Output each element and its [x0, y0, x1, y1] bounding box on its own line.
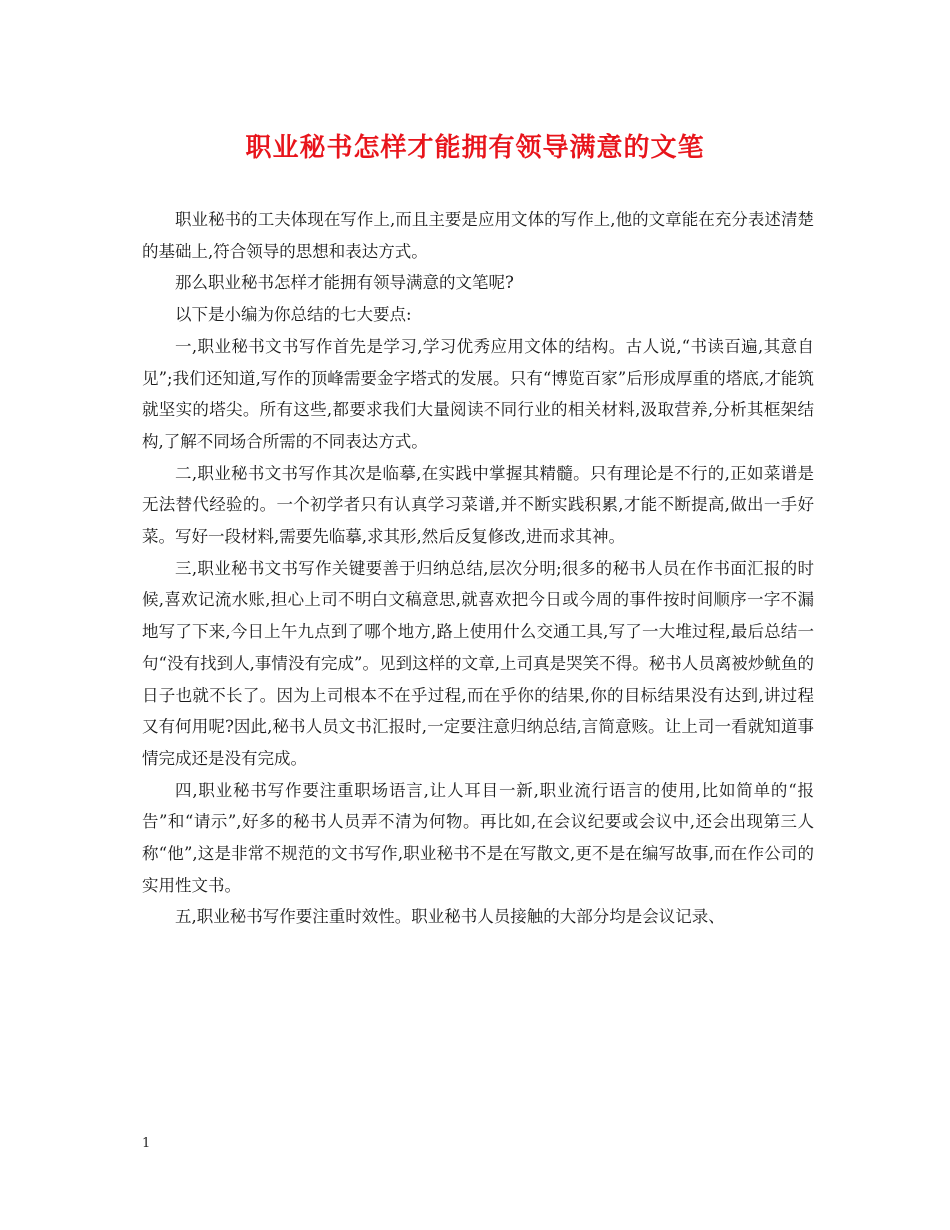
page-number: 1: [142, 1136, 151, 1151]
paragraph-point-2: 二,职业秘书文书写作其次是临摹,在实践中掌握其精髓。只有理论是不行的,正如菜谱是无法替代经验的。一个初学者只有认真学习菜谱,并不断实践积累,才能不断提高,做出一手好菜。写好一段材料,需要先临摹,求其形,然后反复修改,进而求其神。: [142, 463, 814, 547]
paragraph-point-1: 一,职业秘书文书写作首先是学习,学习优秀应用文体的结构。古人说,“书读百遍,其意自见”;我们还知道,写作的顶峰需要金字塔式的发展。只有“博览百家”后形成厚重的塔底,才能筑就坚实的塔尖。所有这些,都要求我们大量阅读不同行业的相关材料,汲取营养,分析其框架结构,了解不同场合所需的不同表达方式。: [142, 336, 814, 451]
document-body: [142, 204, 814, 933]
paragraph-summary-intro: 以下是小编为你总结的七大要点:: [175, 305, 412, 325]
paragraph-point-4: 四,职业秘书写作要注重职场语言,让人耳目一新,职业流行语言的使用,比如简单的“报告”和“请示”,好多的秘书人员弄不清为何物。再比如,在会议纪要或会议中,还会出现第三人称“他”,这是非常不规范的文书写作,职业秘书不是在写散文,更不是在编写故事,而在作公司的实用性文书。: [142, 780, 814, 895]
paragraph-point-3: 三,职业秘书文书写作关键要善于归纳总结,层次分明;很多的秘书人员在作书面汇报的时候,喜欢记流水账,担心上司不明白文稿意思,就喜欢把今日或今周的事件按时间顺序一字不漏地写了下来,今日上午九点到了哪个地方,路上使用什么交通工具,写了一大堆过程,最后总结一句“没有找到人,事情没有完成”。见到这样的文章,上司真是哭笑不得。秘书人员离被炒鱿鱼的日子也就不长了。因为上司根本不在乎过程,而在乎你的结果,你的目标结果没有达到,讲过程又有何用呢?因此,秘书人员文书汇报时,一定要注意归纳总结,言简意赅。让上司一看就知道事情完成还是没有完成。: [142, 558, 814, 768]
document-title: 职业秘书怎样才能拥有领导满意的文笔: [245, 133, 705, 163]
paragraph-point-5: 五,职业秘书写作要注重时效性。职业秘书人员接触的大部分均是会议记录、: [175, 907, 725, 927]
paragraph-intro: 职业秘书的工夫体现在写作上,而且主要是应用文体的写作上,他的文章能在充分表述清楚的基础上,符合领导的思想和表达方式。: [142, 210, 814, 261]
paragraph-question: 那么职业秘书怎样才能拥有领导满意的文笔呢?: [175, 273, 514, 293]
